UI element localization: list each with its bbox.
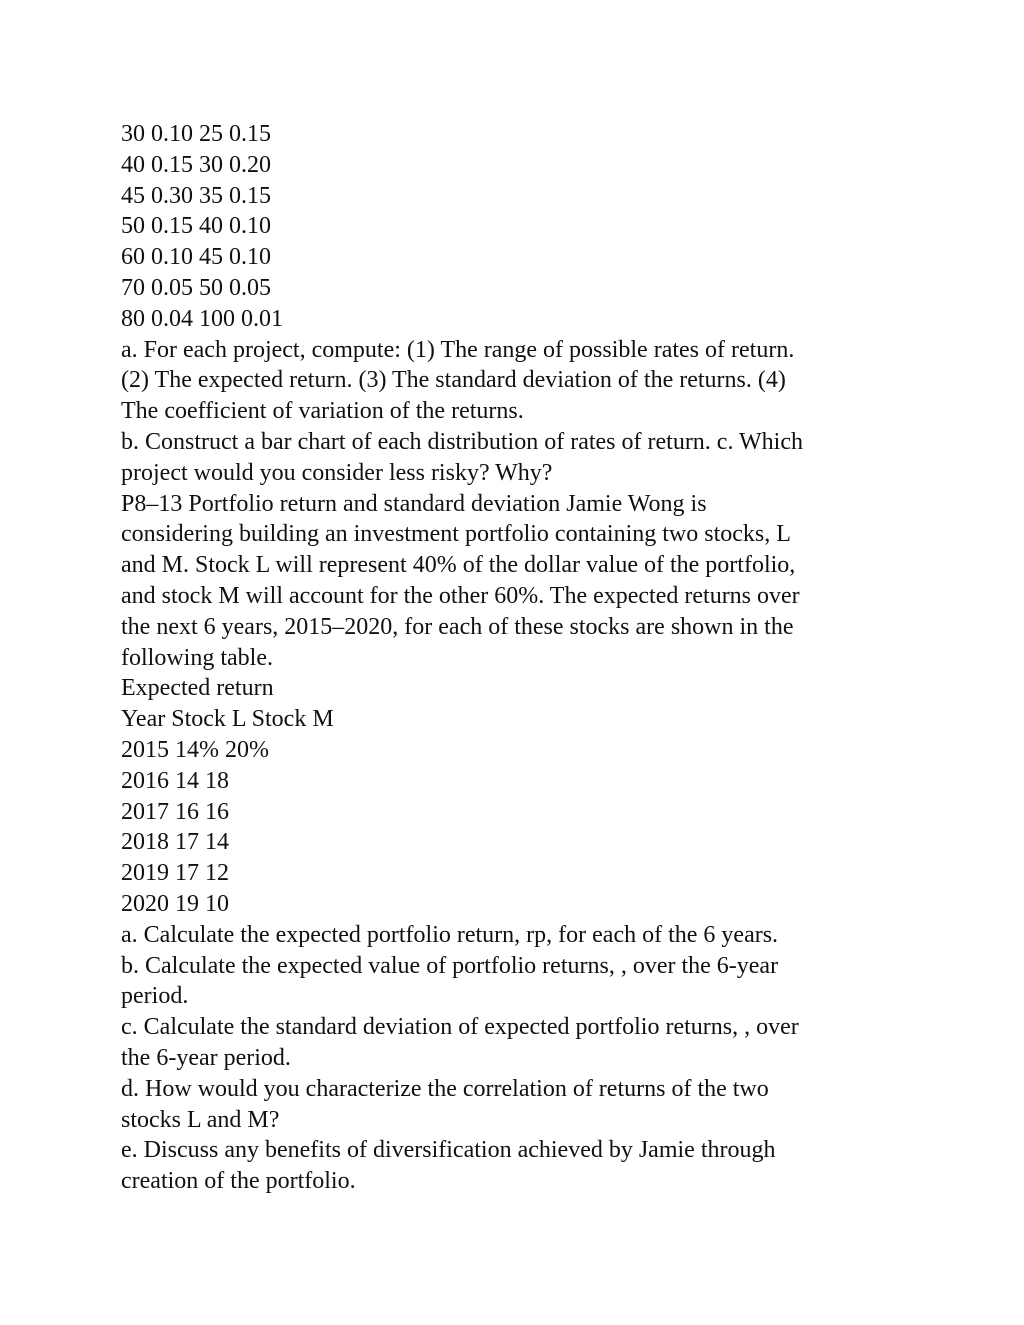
problem-text-line-3: and stock M will account for the other 60%. The expected returns over bbox=[121, 582, 800, 609]
returns-table-header: Year Stock L Stock M bbox=[121, 706, 334, 733]
part-d-question-line-2: stocks L and M? bbox=[121, 1106, 280, 1133]
table-row-3: 45 0.30 35 0.15 bbox=[121, 182, 271, 209]
document-body bbox=[121, 119, 901, 1197]
part-a-question: a. Calculate the expected portfolio return, rp, for each of the 6 years. bbox=[121, 921, 779, 948]
part-e-question-line-2: creation of the portfolio. bbox=[121, 1168, 356, 1195]
question-b-line-2: project would you consider less risky? Why? bbox=[121, 459, 553, 486]
table-row-7: 80 0.04 100 0.01 bbox=[121, 305, 283, 332]
part-e-question-line-1: e. Discuss any benefits of diversification achieved by Jamie through bbox=[121, 1137, 776, 1164]
returns-table-title: Expected return bbox=[121, 675, 274, 702]
problem-heading: P8–13 Portfolio return and standard deviation Jamie Wong is bbox=[121, 490, 707, 517]
returns-table-row: 2020 19 10 bbox=[121, 890, 229, 917]
question-a-line-1: a. For each project, compute: (1) The range of possible rates of return. bbox=[121, 336, 795, 363]
returns-table-row: 2015 14% 20% bbox=[121, 736, 269, 763]
part-b-question-line-2: period. bbox=[121, 983, 189, 1010]
problem-text-line-4: the next 6 years, 2015–2020, for each of these stocks are shown in the bbox=[121, 613, 794, 640]
question-b-line-1: b. Construct a bar chart of each distribution of rates of return. c. Which bbox=[121, 428, 803, 455]
table-row-1: 30 0.10 25 0.15 bbox=[121, 121, 271, 147]
returns-table-row: 2019 17 12 bbox=[121, 860, 229, 887]
part-c-question-line-2: the 6-year period. bbox=[121, 1044, 291, 1071]
part-c-question-line-1: c. Calculate the standard deviation of expected portfolio returns, , over bbox=[121, 1014, 799, 1041]
question-a-line-2: (2) The expected return. (3) The standard deviation of the returns. (4) bbox=[121, 367, 786, 394]
problem-text-line-2: and M. Stock L will represent 40% of the dollar value of the portfolio, bbox=[121, 552, 796, 579]
table-row-2: 40 0.15 30 0.20 bbox=[121, 151, 271, 178]
returns-table-row: 2018 17 14 bbox=[121, 829, 229, 856]
table-row-5: 60 0.10 45 0.10 bbox=[121, 244, 271, 271]
returns-table-row: 2017 16 16 bbox=[121, 798, 229, 825]
returns-table-row: 2016 14 18 bbox=[121, 767, 229, 794]
problem-text-line-5: following table. bbox=[121, 644, 273, 671]
table-row-6: 70 0.05 50 0.05 bbox=[121, 274, 271, 301]
question-a-line-3: The coefficient of variation of the returns. bbox=[121, 398, 524, 425]
problem-text-line-1: considering building an investment portfolio containing two stocks, L bbox=[121, 521, 791, 548]
table-row-4: 50 0.15 40 0.10 bbox=[121, 213, 271, 240]
part-d-question-line-1: d. How would you characterize the correlation of returns of the two bbox=[121, 1075, 769, 1102]
part-b-question-line-1: b. Calculate the expected value of portfolio returns, , over the 6-year bbox=[121, 952, 779, 979]
